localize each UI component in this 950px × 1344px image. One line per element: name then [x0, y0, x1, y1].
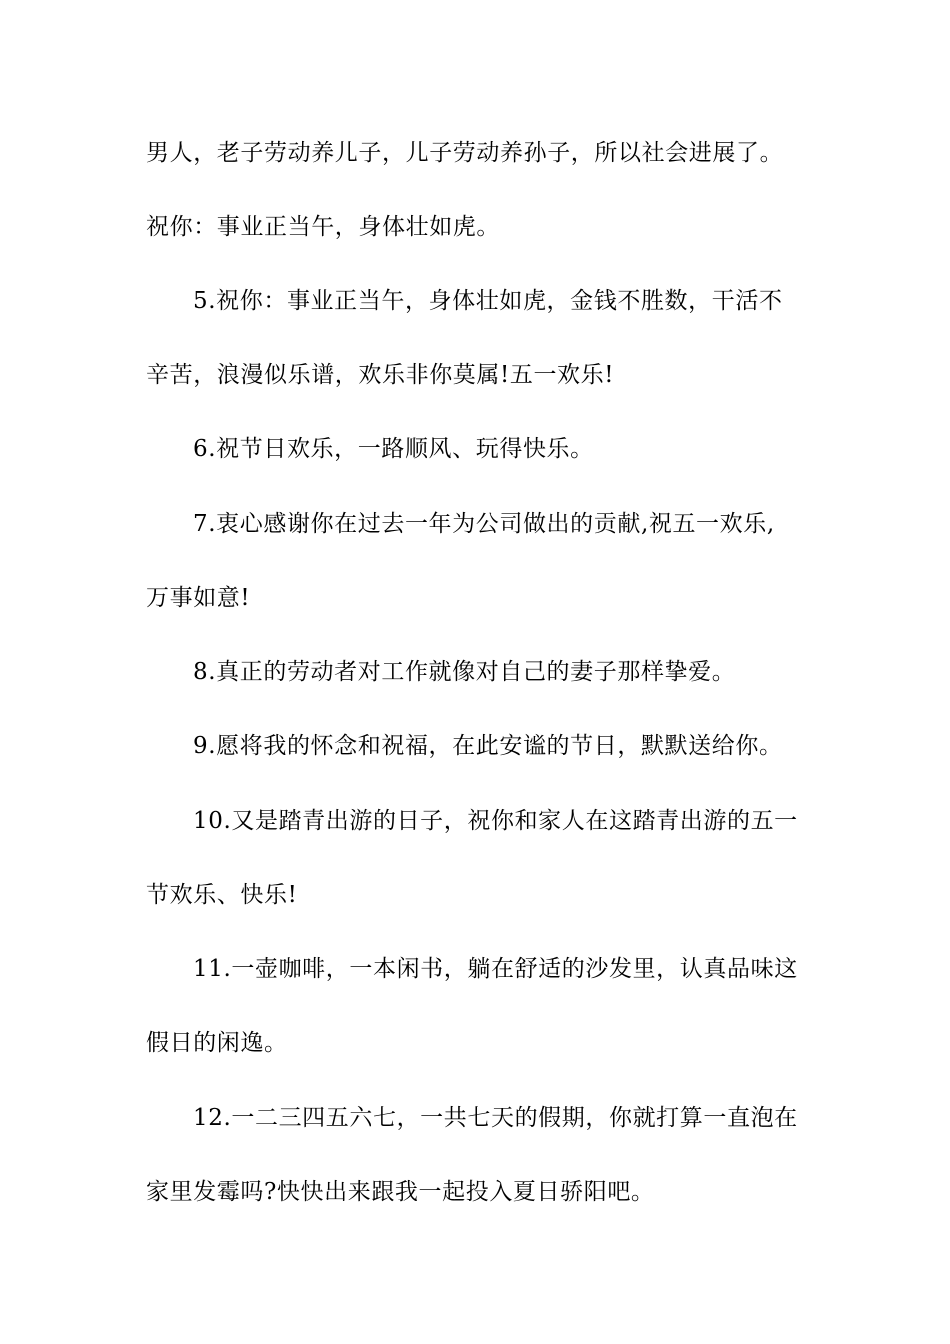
- paragraph-line: 家里发霉吗?快快出来跟我一起投入夏日骄阳吧。: [146, 1179, 655, 1205]
- list-item-9: 9.愿将我的怀念和祝福，在此安谧的节日，默默送给你。: [193, 733, 783, 759]
- list-item-8: 8.真正的劳动者对工作就像对自己的妻子那样挚爱。: [193, 659, 736, 685]
- list-item-5: 5.祝你：事业正当午，身体壮如虎，金钱不胜数，干活不: [193, 288, 783, 314]
- list-item-10: 10.又是踏青出游的日子，祝你和家人在这踏青出游的五一: [193, 808, 798, 834]
- list-item-7: 7.衷心感谢你在过去一年为公司做出的贡献,祝五一欢乐,: [193, 511, 775, 537]
- paragraph-line: 男人，老子劳动养儿子，儿子劳动养孙子，所以社会进展了。: [146, 140, 784, 166]
- list-item-11: 11.一壶咖啡，一本闲书，躺在舒适的沙发里，认真品味这: [193, 956, 798, 982]
- list-item-12: 12.一二三四五六七，一共七天的假期，你就打算一直泡在: [193, 1105, 798, 1131]
- paragraph-line: 节欢乐、快乐!: [146, 882, 298, 908]
- paragraph-line: 万事如意!: [146, 585, 251, 611]
- paragraph-line: 辛苦，浪漫似乐谱，欢乐非你莫属!五一欢乐!: [146, 362, 615, 388]
- paragraph-line: 假日的闲逸。: [146, 1030, 288, 1056]
- paragraph-line: 祝你：事业正当午，身体壮如虎。: [146, 214, 500, 240]
- list-item-6: 6.祝节日欢乐，一路顺风、玩得快乐。: [193, 436, 594, 462]
